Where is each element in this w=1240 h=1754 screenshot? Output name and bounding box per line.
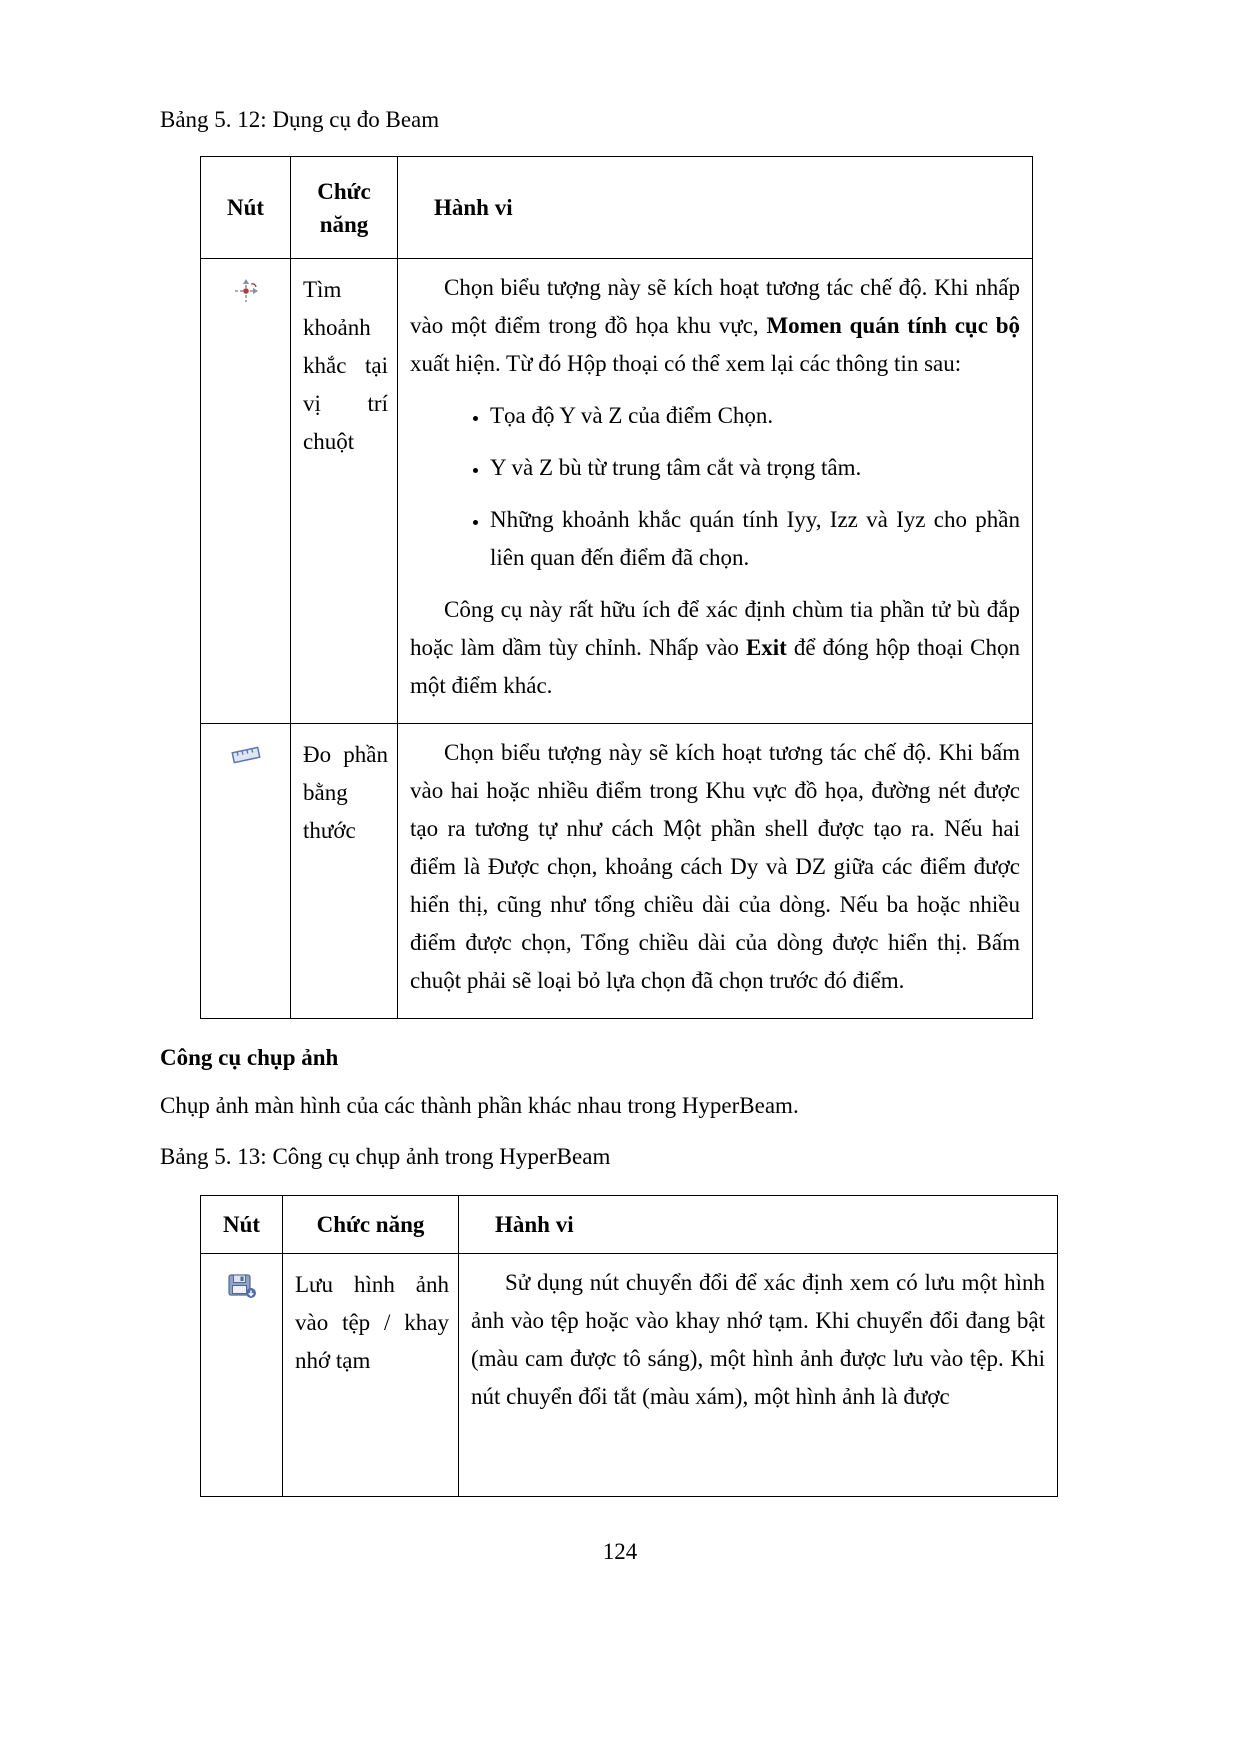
- behavior-bullet-list: [410, 397, 1020, 577]
- text-run: để đóng hộp thoại Chọn một điểm khác.: [410, 635, 1020, 698]
- save-image-icon: [227, 1272, 257, 1306]
- column-header-nut: Nút: [201, 157, 291, 259]
- table-row: [201, 724, 1033, 1019]
- bullet-item: • Những khoảnh khắc quán tính Iyy, Izz và Iyz cho phần liên quan đến điểm đã chọn.: [490, 501, 1020, 577]
- tool-function-cell: Tìm khoảnh khắc tại vị trí chuột: [291, 259, 398, 724]
- tool-function-cell: Đo phần bằng thước: [291, 724, 398, 1019]
- behavior-paragraph: [410, 591, 1020, 705]
- find-moment-icon: [230, 277, 262, 311]
- tool-behavior-cell: [398, 259, 1033, 724]
- behavior-paragraph: Sử dụng nút chuyển đổi để xác định xem có lưu một hình ảnh vào tệp hoặc vào khay nhớ tạm. Khi chuyển đổi đang bật (màu cam được tô sáng), một hình ảnh được lưu vào tệp. Khi nút chuyển đổi tắt (màu xám), một hình ảnh là được: [471, 1270, 1045, 1409]
- button-cell: [201, 724, 291, 1019]
- tool-function-cell: Lưu hình ảnh vào tệp / khay nhớ tạm: [283, 1254, 459, 1497]
- screen-capture-tools-table: [200, 1195, 1058, 1497]
- column-header-hanh-vi: Hành vi: [459, 1196, 1058, 1254]
- text-run: xuất hiện. Từ đó Hộp thoại có thể xem lại các thông tin sau:: [410, 351, 962, 376]
- text-run: Công cụ này rất hữu ích để xác định chùm tia phần tử bù đắp hoặc làm dầm tùy chỉnh. Nhấp vào: [410, 597, 1020, 660]
- column-header-chuc-nang: Chức năng: [283, 1196, 459, 1254]
- bold-run: Momen quán tính cục bộ: [766, 313, 1020, 338]
- tool-behavior-cell: [398, 724, 1033, 1019]
- table-header-row: [201, 157, 1033, 259]
- column-header-nut: Nút: [201, 1196, 283, 1254]
- table-header-row: [201, 1196, 1058, 1254]
- bold-run: Exit: [745, 635, 787, 660]
- behavior-paragraph: Chọn biểu tượng này sẽ kích hoạt tương tác chế độ. Khi bấm vào hai hoặc nhiều điểm trong Khu vực đồ họa, đường nét được tạo ra tương tự như cách Một phần shell được tạo ra. Nếu hai điểm là Được chọn, khoảng cách Dy và DZ giữa các điểm được hiển thị, cũng như tổng chiều dài của dòng. Nếu ba hoặc nhiều điểm được chọn, Tổng chiều dài của dòng được hiển thị. Bấm chuột phải sẽ loại bỏ lựa chọn đã chọn trước đó điểm.: [410, 740, 1020, 993]
- table2-caption: Bảng 5. 13: Công cụ chụp ảnh trong HyperBeam: [160, 1144, 611, 1169]
- table1-caption: Bảng 5. 12: Dụng cụ đo Beam: [160, 107, 440, 132]
- tool-behavior-cell: [459, 1254, 1058, 1497]
- table-row: [201, 259, 1033, 724]
- text-run: Chọn biểu tượng này sẽ kích hoạt tương tác chế độ. Khi nhấp vào một điểm trong đồ họa khu vực,: [410, 275, 1020, 338]
- beam-measure-tools-table: [200, 156, 1033, 1019]
- ruler-icon: [230, 742, 262, 774]
- bullet-item: • Tọa độ Y và Z của điểm Chọn.: [490, 397, 1020, 435]
- section-paragraph: Chụp ảnh màn hình của các thành phần khác nhau trong HyperBeam.: [160, 1093, 799, 1118]
- page-number: 124: [602, 1539, 638, 1564]
- column-header-hanh-vi: Hành vi: [398, 157, 1033, 259]
- button-cell: [201, 259, 291, 724]
- bullet-item: • Y và Z bù từ trung tâm cắt và trọng tâm.: [490, 449, 1020, 487]
- button-cell: [201, 1254, 283, 1497]
- section-heading: Công cụ chụp ảnh: [160, 1045, 339, 1070]
- behavior-paragraph: [410, 269, 1020, 383]
- table-row: [201, 1254, 1058, 1497]
- column-header-chuc-nang: Chức năng: [291, 157, 398, 259]
